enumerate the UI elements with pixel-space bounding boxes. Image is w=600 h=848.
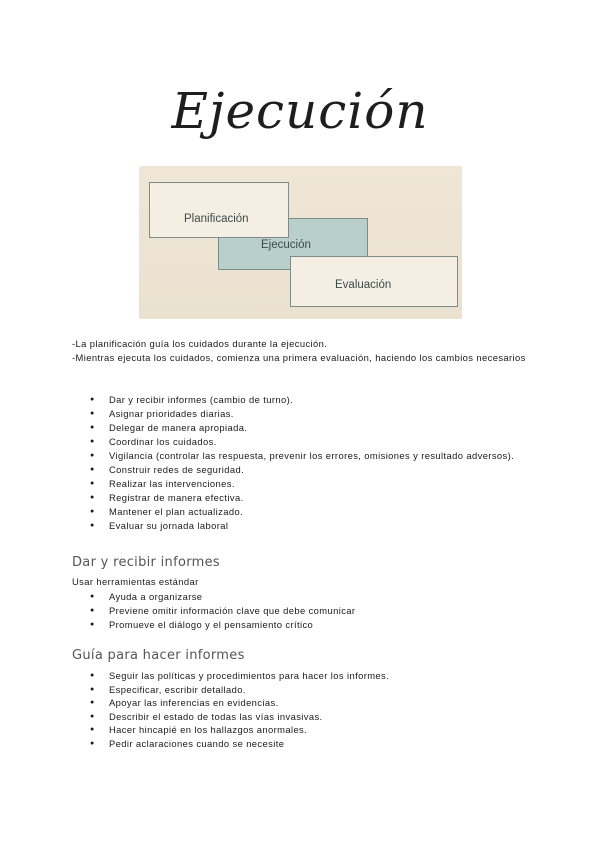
diagram-box-planificacion: [149, 182, 289, 238]
list-item: ● Registrar de manera efectiva.: [90, 491, 540, 505]
section-heading: Dar y recibir informes: [72, 555, 220, 570]
diagram-label: Evaluación: [335, 279, 392, 291]
list-item: ● Realizar las intervenciones.: [90, 477, 540, 491]
list-item: ● Dar y recibir informes (cambio de turno).: [90, 393, 540, 407]
list-item: ● Pedir aclaraciones cuando se necesite: [90, 737, 540, 751]
diagram-label: Ejecución: [261, 239, 311, 251]
list-item: ● Vigilancia (controlar las respuesta, prevenir los errores, omisiones y resultado adversos).: [90, 449, 540, 463]
list-item: ● Ayuda a organizarse: [90, 590, 540, 604]
list-item: ● Coordinar los cuidados.: [90, 435, 540, 449]
intro-line: -Mientras ejecuta los cuidados, comienza una primera evaluación, haciendo los cambios necesarios: [72, 352, 526, 363]
list-item: ● Hacer hincapié en los hallazgos anormales.: [90, 723, 540, 737]
list-item: ● Mantener el plan actualizado.: [90, 505, 540, 519]
list-item: ● Delegar de manera apropiada.: [90, 421, 540, 435]
list-item: ● Previene omitir información clave que debe comunicar: [90, 604, 540, 618]
list-item: ● Apoyar las inferencias en evidencias.: [90, 696, 540, 710]
list-item: ● Evaluar su jornada laboral: [90, 519, 540, 533]
list-item: ● Construir redes de seguridad.: [90, 463, 540, 477]
intro-line: -La planificación guía los cuidados durante la ejecución.: [72, 338, 328, 349]
section1-list: [90, 590, 540, 632]
list-item: ● Asignar prioridades diarias.: [90, 407, 540, 421]
diagram-label: Planificación: [184, 213, 249, 225]
intro-text: [72, 337, 542, 365]
diagram-box-evaluacion: [290, 256, 458, 307]
section2-list: [90, 669, 540, 750]
process-diagram-image: [139, 166, 462, 319]
list-item: ● Describir el estado de todas las vías invasivas.: [90, 710, 540, 724]
page-title: Ejecución: [171, 82, 429, 140]
task-list: [90, 393, 540, 533]
section-heading: Guía para hacer informes: [72, 648, 245, 663]
section-subtitle: Usar herramientas estándar: [72, 576, 199, 587]
list-item: ● Promueve el diálogo y el pensamiento crítico: [90, 618, 540, 632]
list-item: ● Especificar, escribir detallado.: [90, 683, 540, 697]
list-item: ● Seguir las políticas y procedimientos para hacer los informes.: [90, 669, 540, 683]
